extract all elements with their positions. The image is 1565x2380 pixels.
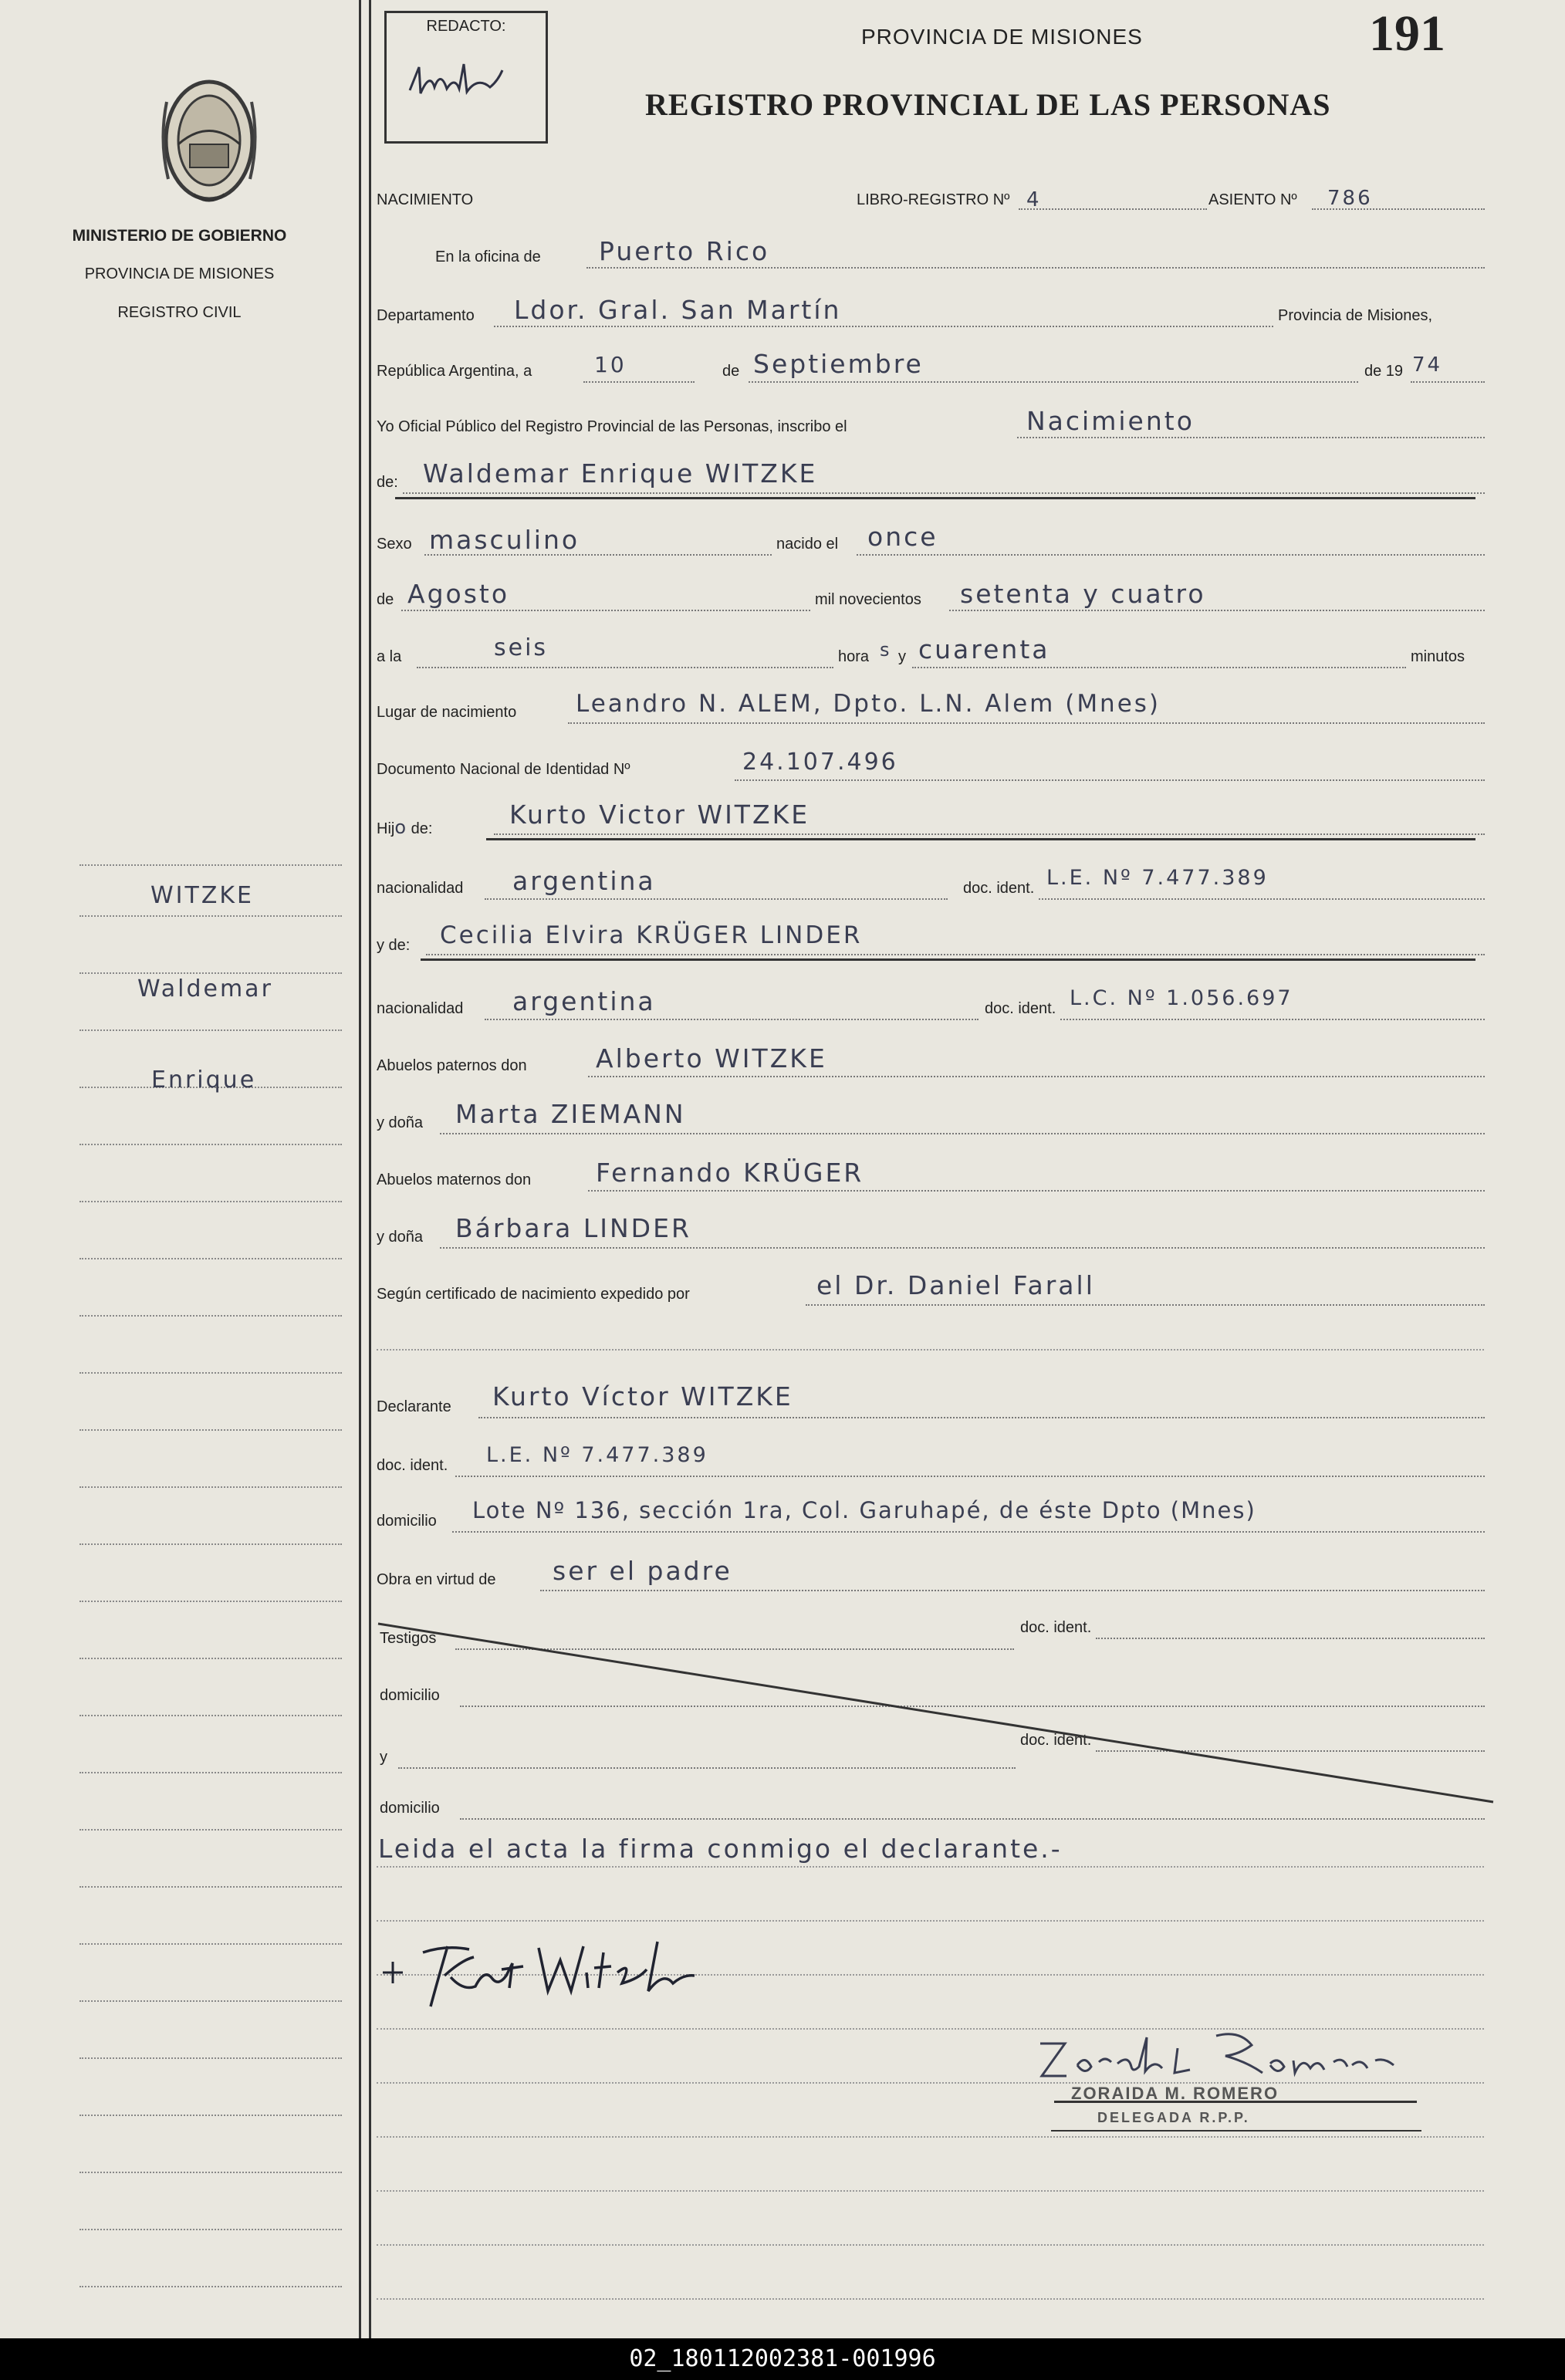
scan-id-footer: 02_180112002381-001996 (0, 2338, 1565, 2380)
madre-nacionalidad-label: nacionalidad (377, 1000, 464, 1017)
departamento-label: Departamento (377, 307, 475, 324)
testigo2-doc-label: doc. ident. (1020, 1732, 1092, 1749)
certificado-value: el Dr. Daniel Farall (816, 1270, 1095, 1300)
testigo2-y-label: y (380, 1749, 387, 1766)
margin-second-name: Enrique (151, 1067, 257, 1094)
stamp-name: ZORAIDA M. ROMERO (1071, 2084, 1279, 2103)
abuela-materna-value: Bárbara LINDER (455, 1213, 691, 1243)
minutos-label: minutos (1411, 648, 1465, 665)
padre-nacionalidad-value: argentina (512, 866, 656, 896)
testigos-label: Testigos (380, 1630, 437, 1647)
oficina-label: En la oficina de (435, 248, 541, 265)
redacto-label: REDACTO: (426, 18, 506, 35)
declarante-doc-value: L.E. Nº 7.477.389 (486, 1443, 708, 1467)
mes-value: Septiembre (753, 349, 924, 379)
madre-doc-value: L.C. Nº 1.056.697 (1070, 986, 1293, 1010)
padre-doc-label: doc. ident. (963, 880, 1035, 897)
oficial-label: Yo Oficial Público del Registro Provincial de las Personas, inscribo el (377, 418, 847, 435)
mil-label: mil novecientos (815, 591, 921, 608)
lugar-label: Lugar de nacimiento (377, 704, 517, 721)
libro-label: LIBRO-REGISTRO Nº (857, 191, 1010, 208)
asiento-value: 786 (1327, 187, 1373, 210)
testigo1-doc-label: doc. ident. (1020, 1619, 1092, 1636)
hora-suffix-value: s (880, 639, 892, 661)
margin-surname: WITZKE (150, 882, 255, 909)
libro-value: 4 (1026, 188, 1042, 211)
seal-emblem-icon (151, 71, 267, 210)
official-signature (1031, 2022, 1417, 2091)
departamento-value: Ldor. Gral. San Martín (514, 295, 842, 325)
margin-first-name: Waldemar (137, 975, 273, 1002)
padre-nacionalidad-label: nacionalidad (377, 880, 464, 897)
padre-doc-value: L.E. Nº 7.477.389 (1046, 866, 1269, 890)
madre-nacionalidad-value: argentina (512, 986, 656, 1016)
abuelo-paterno-value: Alberto WITZKE (596, 1043, 827, 1073)
testigo2-domicilio-label: domicilio (380, 1800, 440, 1817)
province-label-left: PROVINCIA DE MISIONES (84, 265, 275, 282)
abuela-materna-label: y doña (377, 1229, 424, 1246)
minutos-value: cuarenta (918, 634, 1050, 664)
dia-value: 10 (594, 352, 627, 377)
page-number: 191 (1369, 5, 1445, 62)
de-anio-label: de 19 (1364, 363, 1404, 380)
domicilio-label: domicilio (377, 1513, 437, 1530)
declarante-label: Declarante (377, 1398, 451, 1415)
registry-title: REGISTRO PROVINCIAL DE LAS PERSONAS (645, 87, 1331, 122)
domicilio-value: Lote Nº 136, sección 1ra, Col. Garuhapé, de éste Dpto (Mnes) (472, 1497, 1256, 1523)
redacto-initials-signature (404, 53, 519, 107)
abuelo-materno-value: Fernando KRÜGER (596, 1158, 864, 1188)
abuelos-paternos-label: Abuelos paternos don (377, 1057, 527, 1074)
declarant-signature (377, 1929, 732, 2014)
nombre-value: Waldemar Enrique WITZKE (423, 458, 818, 489)
de-label: de (722, 363, 740, 380)
de-mes-label: de (377, 591, 394, 608)
madre-doc-label: doc. ident. (985, 1000, 1056, 1017)
republica-label: República Argentina, a (377, 363, 532, 380)
ministry-label: MINISTERIO DE GOBIERNO (72, 227, 287, 245)
provincia-label: Provincia de Misiones, (1278, 307, 1433, 324)
de-nombre-label: de: (377, 474, 398, 491)
civil-registry-label: REGISTRO CIVIL (117, 304, 242, 321)
declarante-value: Kurto Víctor WITZKE (492, 1381, 793, 1411)
anio-palabras-value: setenta y cuatro (960, 579, 1206, 609)
nacido-mes-value: Agosto (407, 579, 510, 609)
hijo-suffix: o (394, 816, 407, 838)
abuela-paterna-value: Marta ZIEMANN (455, 1099, 686, 1129)
obra-value: ser el padre (553, 1556, 732, 1586)
redacto-box (384, 11, 548, 144)
padre-value: Kurto Victor WITZKE (509, 800, 810, 830)
anio-value: 74 (1412, 353, 1443, 377)
testigo1-domicilio-label: domicilio (380, 1687, 440, 1704)
inscribe-value: Nacimiento (1026, 406, 1195, 436)
a-la-label: a la (377, 648, 402, 665)
hora-label: hora (838, 648, 870, 665)
stamp-title: DELEGADA R.P.P. (1097, 2110, 1250, 2125)
nacido-label: nacido el (776, 536, 839, 553)
asiento-label: ASIENTO Nº (1208, 191, 1297, 208)
province-header: PROVINCIA DE MISIONES (861, 25, 1143, 49)
testigos-crossout-line (370, 1613, 1497, 1814)
sexo-label: Sexo (377, 536, 412, 553)
abuela-paterna-label: y doña (377, 1114, 424, 1131)
y-label: y (898, 648, 906, 665)
nacimiento-label: NACIMIENTO (377, 191, 474, 208)
oficina-value: Puerto Rico (599, 236, 770, 266)
nacido-dia-value: once (867, 522, 938, 552)
hijo-label: Hijo de: (377, 816, 433, 838)
hora-value: seis (494, 634, 549, 661)
declarante-doc-label: doc. ident. (377, 1457, 448, 1474)
obra-label: Obra en virtud de (377, 1571, 496, 1588)
y-de-label: y de: (377, 937, 411, 954)
madre-value: Cecilia Elvira KRÜGER LINDER (440, 921, 863, 949)
sexo-value: masculino (429, 525, 580, 555)
abuelos-maternos-label: Abuelos maternos don (377, 1171, 532, 1188)
leida-text: Leida el acta la firma conmigo el declarante.- (378, 1834, 1063, 1864)
dni-label: Documento Nacional de Identidad Nº (377, 761, 630, 778)
lugar-value: Leandro N. ALEM, Dpto. L.N. Alem (Mnes) (576, 690, 1161, 718)
dni-value: 24.107.496 (742, 749, 898, 776)
certificado-label: Según certificado de nacimiento expedido por (377, 1286, 690, 1303)
